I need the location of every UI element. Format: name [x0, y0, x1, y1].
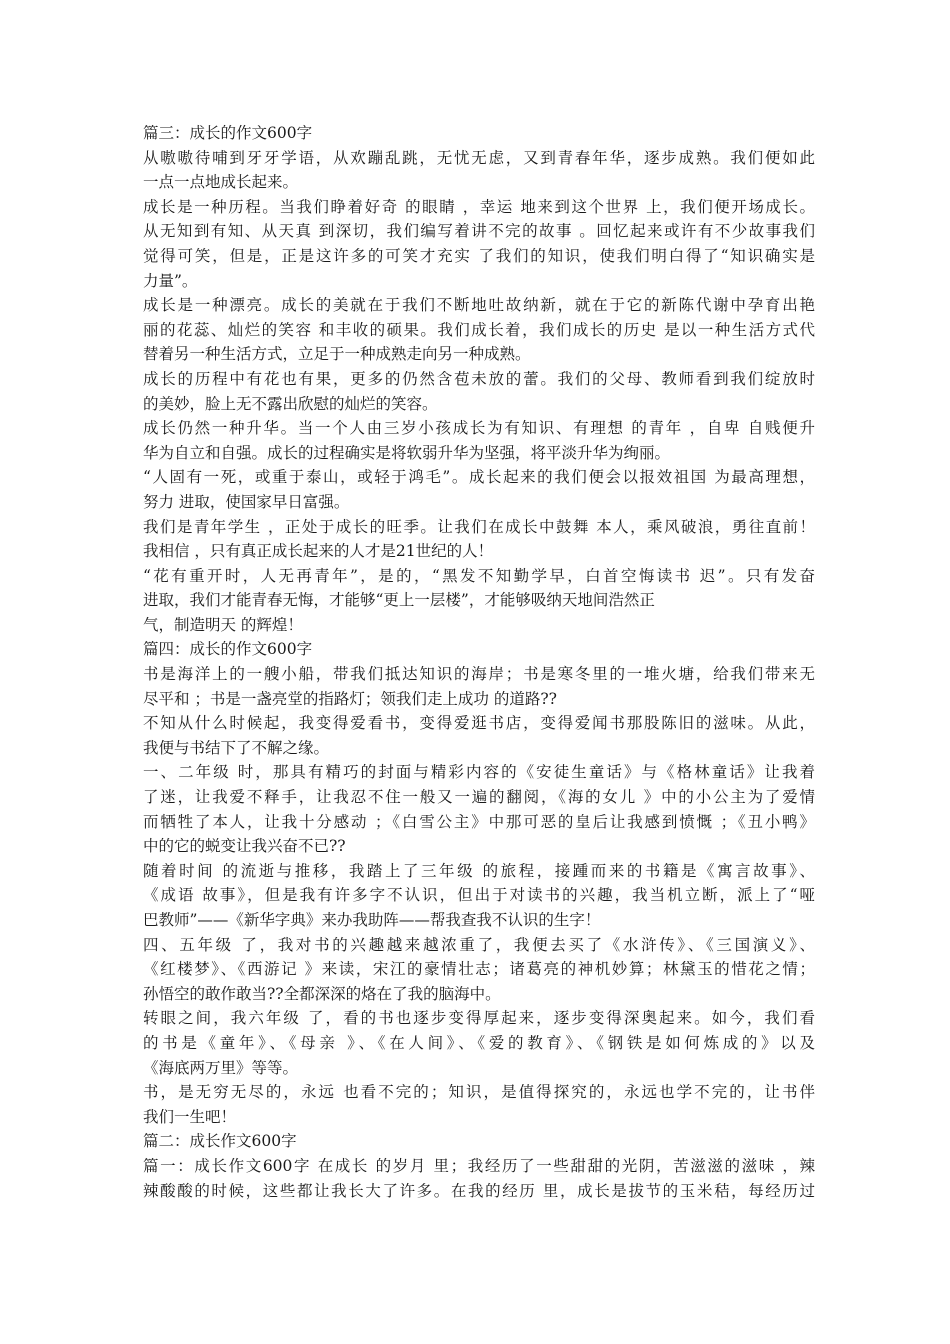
text-line: 力量”。 [143, 271, 198, 290]
text-line: 从无知到有知、从天真 到深切，我们编写着讲不完的故事 。回忆起来或许有不少故事我们 [143, 222, 815, 241]
text-line: 转眼之间，我六年级 了，看的书也逐步变得厚起来，逐步变得深奥起来。如今，我们看 [143, 1009, 815, 1028]
text-line: 进取，我们才能青春无悔，才能够“更上一层楼”，才能够吸纳天地间浩然正 [143, 591, 655, 610]
text-line: 《成语 故事》，但是我有许多字不认识，但出于对读书的兴趣，我当机立断，派上了“哑 [143, 886, 815, 905]
text-line: 我相信 ，只有真正成长起来的人才是21世纪的人！ [143, 542, 494, 561]
text-line: 成长是一种历程。当我们睁着好奇 的眼睛 ，幸运 地来到这个世界 上，我们便开场成长。 [143, 197, 815, 216]
section-heading: 篇二：成长作文600字 [143, 1132, 297, 1151]
text-line: 书是海洋上的一艘小船，带我们抵达知识的海岸；书是寒冬里的一堆火塘，给我们带来无 [143, 665, 815, 684]
text-line: 随着时间 的流逝与推移，我踏上了三年级 的旅程，接踵而来的书籍是《寓言故事》、 [143, 861, 815, 880]
text-line: 中的它的蜕变让我兴奋不已?? [143, 837, 346, 856]
text-line: 篇一：成长作文600字 在成长 的岁月 里；我经历了一些甜甜的光阴，苦滋滋的滋味 ，辣 [143, 1156, 815, 1175]
text-line: 我便与书结下了不解之缘。 [143, 738, 330, 757]
text-line: 孙悟空的敢作敢当??全都深深的烙在了我的脑海中。 [143, 984, 501, 1003]
text-line: 我们是青年学生 ，正处于成长的旺季。让我们在成长中鼓舞 本人，乘风破浪，勇往直前！ [143, 517, 815, 536]
text-line: 气，制造明天 的辉煌！ [143, 615, 303, 634]
text-line: 觉得可笑，但是，正是这许多的可笑才充实 了我们的知识，使我们明白得了“知识确实是 [143, 246, 815, 265]
text-line: 四、五年级 了，我对书的兴趣越来越浓重了，我便去买了《水浒传》、《三国演义》、 [143, 935, 815, 954]
text-line: 《海底两万里》等等。 [143, 1058, 299, 1077]
text-line: 的美妙，脸上无不露出欣慰的灿烂的笑容。 [143, 394, 438, 413]
text-line: 成长仍然一种升华。当一个人由三岁小孩成长为有知识、有理想 的青年 ，自卑 自贱便升 [143, 419, 815, 438]
section-heading: 篇三：成长的作文600字 [143, 124, 313, 142]
section-heading: 篇四：成长的作文600字 [143, 640, 313, 659]
text-line: 书，是无穷无尽的，永远 也看不完的；知识，是值得探究的，永远也学不完的，让书伴 [143, 1083, 815, 1102]
text-line: 巴教师”——《新华字典》来办我助阵——帮我查我不认识的生字！ [143, 911, 601, 929]
text-line: “人固有一死，或重于泰山，或轻于鸿毛”。成长起来的我们便会以报效祖国 为最高理想， [143, 468, 815, 487]
text-line: “花有重开时，人无再青年”，是的，“黑发不知勤学早，白首空悔读书 迟”。只有发奋 [143, 566, 815, 585]
text-line: 丽的花蕊、灿烂的笑容 和丰收的硕果。我们成长着，我们成长的历史 是以一种生活方式代 [143, 320, 815, 339]
text-line: 一点一点地成长起来。 [143, 173, 299, 192]
text-line: 从嗷嗷待哺到牙牙学语，从欢蹦乱跳，无忧无虑，又到青春年华，逐步成熟。我们便如此 [143, 148, 815, 167]
text-line: 华为自立和自强。成长的过程确实是将软弱升华为坚强，将平淡升华为绚丽。 [143, 443, 671, 462]
text-line: 成长的历程中有花也有果，更多的仍然含苞未放的蕾。我们的父母、教师看到我们绽放时 [143, 369, 815, 388]
text-line: 辣酸酸的时候，这些都让我长大了许多。在我的经历 里，成长是拔节的玉米秸，每经历过 [143, 1181, 815, 1200]
document-body [143, 121, 815, 1203]
text-line: 而牺牲了本人，让我十分感动 ；《白雪公主》中那可恶的皇后让我感到愤慨 ；《丑小鸭》 [143, 812, 815, 831]
text-line: 不知从什么时候起，我变得爱看书，变得爱逛书店，变得爱闻书那股陈旧的滋味。从此， [143, 714, 815, 733]
text-line: 我们一生吧！ [143, 1107, 237, 1126]
text-line: 成长是一种漂亮。成长的美就在于我们不断地吐故纳新，就在于它的新陈代谢中孕育出艳 [143, 296, 815, 315]
text-line: 尽平和 ；书是一盏亮堂的指路灯；领我们走上成功 的道路?? [143, 689, 557, 708]
text-line: 的书是《童年》、《母亲 》、《在人间》、《爱的教育》、《钢铁是如何炼成的》以及 [143, 1033, 815, 1052]
text-line: 了迷，让我爱不释手，让我忍不住一般又一遍的翻阅，《海的女儿 》中的小公主为了爱情 [143, 788, 815, 807]
text-line: 替着另一种生活方式，立足于一种成熟走向另一种成熟。 [143, 345, 531, 364]
text-line: 努力 进取，使国家早日富强。 [143, 492, 350, 511]
text-line: 《红楼梦》、《西游记 》来读，宋江的豪情壮志；诸葛亮的神机妙算；林黛玉的惜花之情； [143, 960, 815, 979]
text-line: 一、二年级 时，那具有精巧的封面与精彩内容的《安徒生童话》与《格林童话》让我着 [143, 763, 815, 782]
